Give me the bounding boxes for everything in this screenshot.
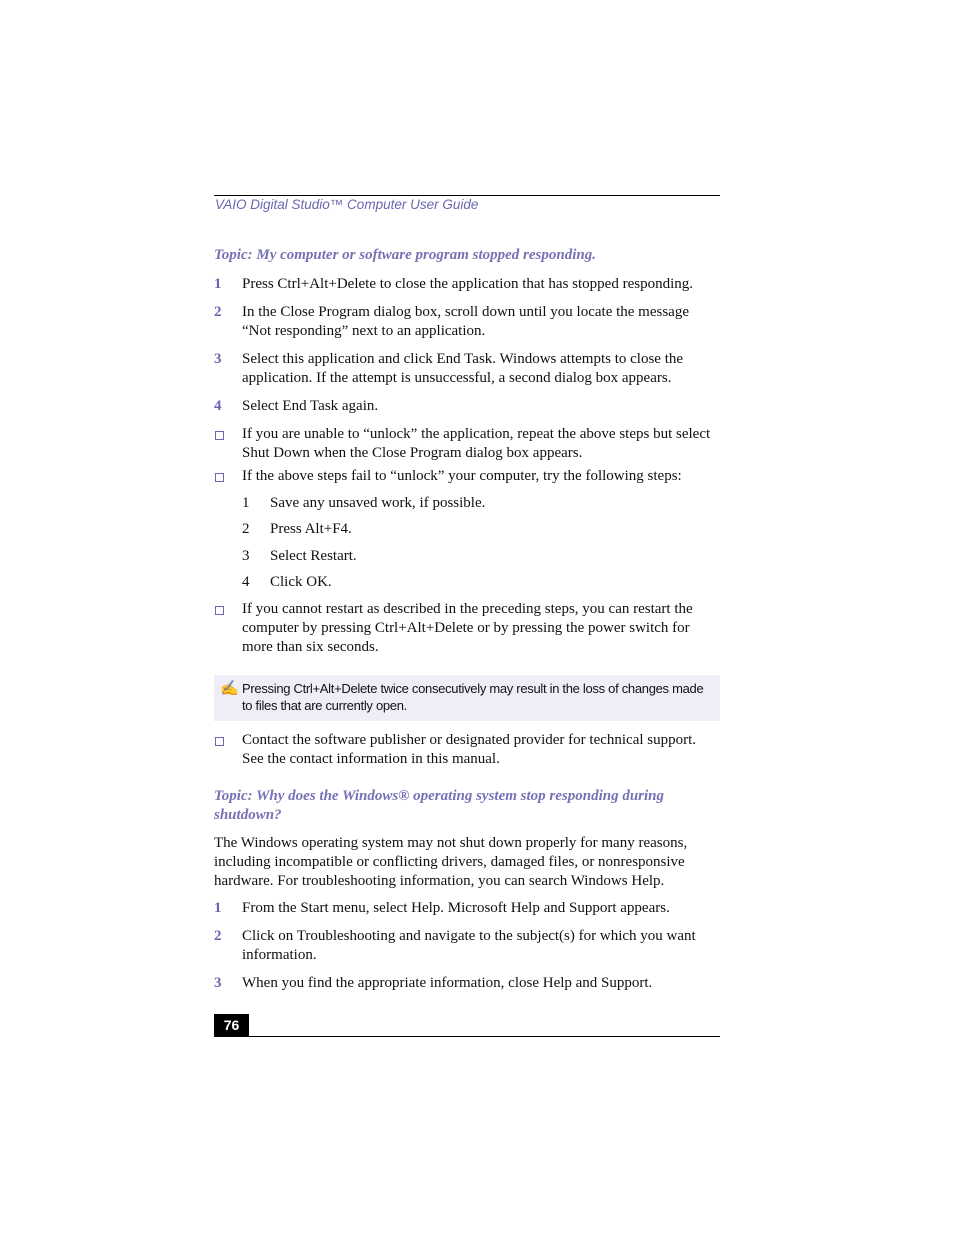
step-number: 1 — [214, 276, 222, 292]
header-rule — [214, 195, 720, 196]
step-number: 2 — [214, 928, 222, 944]
topic-heading-1: Topic: My computer or software program stopped responding. — [214, 247, 596, 263]
step-number: 2 — [214, 304, 222, 320]
substep-number: 1 — [242, 495, 250, 511]
running-header: VAIO Digital Studio™ Computer User Guide — [215, 197, 479, 212]
substep-number: 2 — [242, 521, 250, 537]
step-text: In the Close Program dialog box, scroll down until you locate the message “Not responding” next to an application. — [242, 304, 689, 339]
note-text: Pressing Ctrl+Alt+Delete twice consecutively may result in the loss of changes made to files that are currently open. — [242, 681, 704, 713]
bullet-text: If you are unable to “unlock” the application, repeat the above steps but select Shut Down when the Close Program dialog box appears. — [242, 426, 711, 461]
step-text: Select this application and click End Task. Windows attempts to close the application. If the attempt is unsuccessful, a second dialog box appears. — [242, 351, 684, 386]
bullet-text: Contact the software publisher or designated provider for technical support. See the contact information in this manual. — [242, 732, 697, 767]
page-number: 76 — [214, 1014, 249, 1036]
step-text: Press Ctrl+Alt+Delete to close the application that has stopped responding. — [242, 276, 693, 292]
note-box — [214, 675, 720, 721]
footer-rule — [214, 1036, 720, 1037]
step-number: 3 — [214, 351, 222, 367]
bullet-text: If the above steps fail to “unlock” your computer, try the following steps: — [242, 468, 682, 484]
pencil-note-icon: ✍ — [220, 681, 239, 697]
substep-text: Press Alt+F4. — [270, 521, 352, 537]
substep-number: 4 — [242, 574, 250, 590]
checkbox-bullet-icon — [215, 606, 224, 615]
substep-text: Select Restart. — [270, 548, 357, 564]
checkbox-bullet-icon — [215, 737, 224, 746]
step-text: When you find the appropriate information, close Help and Support. — [242, 975, 653, 991]
step-number: 1 — [214, 900, 222, 916]
step-text: Select End Task again. — [242, 398, 379, 414]
checkbox-bullet-icon — [215, 473, 224, 482]
step-number: 3 — [214, 975, 222, 991]
topic-heading-2: Topic: Why does the Windows® operating system stop responding during shutdown? — [214, 788, 665, 823]
substep-text: Save any unsaved work, if possible. — [270, 495, 486, 511]
step-number: 4 — [214, 398, 222, 414]
checkbox-bullet-icon — [215, 431, 224, 440]
substep-number: 3 — [242, 548, 250, 564]
substep-text: Click OK. — [270, 574, 332, 590]
step-text: From the Start menu, select Help. Microsoft Help and Support appears. — [242, 900, 670, 916]
bullet-text: If you cannot restart as described in the preceding steps, you can restart the computer by pressing Ctrl+Alt+Delete or by pressing the power switch for more than six seconds. — [242, 601, 693, 655]
step-text: Click on Troubleshooting and navigate to the subject(s) for which you want information. — [242, 928, 696, 963]
intro-paragraph: The Windows operating system may not shut down properly for many reasons, including incompatible or conflicting drivers, damaged files, or nonresponsive hardware. For troubleshooting information, you can search Windows Help. — [214, 835, 688, 889]
